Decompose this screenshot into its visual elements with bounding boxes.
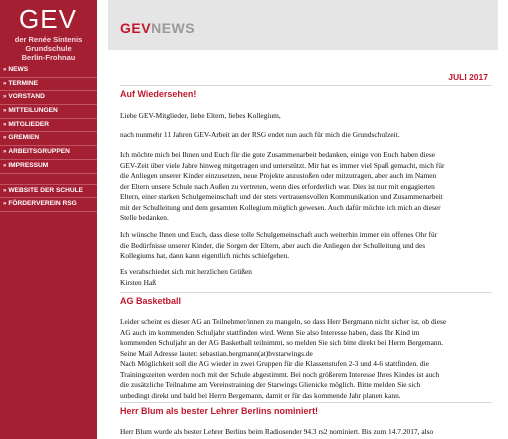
arrow-icon: »	[3, 94, 7, 101]
article-greeting: Liebe GEV-Mitglieder, liebe Eltern, liebes Kollegium,	[120, 111, 281, 120]
nav-item-label: FÖRDERVEREIN RSG	[8, 200, 77, 208]
text-line: Stelle bedanken.	[120, 213, 169, 222]
logo-subtitle-line: Berlin-Frohnau	[21, 53, 76, 62]
article-heading: Auf Wiedersehen!	[120, 89, 197, 99]
arrow-icon: »	[3, 108, 7, 115]
text-line: die Bedürfnisse unserer Kinder, die Sorgen der Eltern, aber auch die Anliegen der Schulleitung und des	[120, 240, 426, 250]
article-closing	[120, 267, 492, 288]
nav-separator	[0, 174, 97, 185]
nav-item-website-schule[interactable]	[0, 185, 97, 199]
nav-item-news[interactable]	[0, 64, 97, 78]
arrow-icon: »	[3, 121, 7, 128]
nav-item-label: MITGLIEDER	[8, 120, 50, 128]
nav-item-label: MITTEILUNGEN	[8, 107, 58, 115]
nav-item-arbeitsgruppen[interactable]	[0, 146, 97, 160]
text-line: Eltern, einer starken Schulgemeinschaft und der stets vertrauensvollen Kommunikation und Zusammenarbeit	[120, 192, 443, 201]
text-line: Ich wünsche Ihnen und Euch, dass diese tolle Schulgemeinschaft auch weiterhin immer ein offenes Ohr für	[120, 230, 438, 239]
article-paragraph	[120, 317, 492, 401]
main-content	[108, 0, 498, 439]
arrow-icon: »	[3, 80, 7, 87]
logo-subtitle	[0, 35, 97, 62]
text-line: Nach Möglichkeit soll die AG wieder in zwei Gruppen für die Klassenstufen 2-3 und 4-6 stattfinden. die	[120, 359, 429, 368]
nav-item-termine[interactable]	[0, 78, 97, 92]
logo-subtitle-line: Grundschule	[25, 44, 72, 53]
nav-item-label: WEBSITE DER SCHULE	[8, 186, 84, 194]
article-paragraph: nach nunmehr 11 Jahren GEV-Arbeit an der RSG endet nun auch für mich die Grundschulzeit.	[120, 130, 400, 139]
author-name: Kirsten Haß	[120, 277, 156, 287]
text-line: mit der Schulleitung und dem gesamten Kollegium möglich gewesen. Auch dafür möchte ich mich an dieser	[120, 202, 441, 212]
divider-line	[120, 402, 492, 403]
nav-item-label: GREMIEN	[8, 134, 40, 142]
arrow-icon: »	[3, 187, 7, 194]
article-paragraph: Herr Blum wurde als bester Lehrer Berlins beim Radiosender 94.3 rs2 nominiert. Bis zum 14.7.2017, also	[120, 427, 434, 436]
sidebar-divider	[97, 0, 101, 439]
text-line: GEV-Zeit über viele Jahre hinweg mitgetragen und unterstützt. Mir hat es immer viel Spaß gemacht, mich für	[120, 160, 445, 170]
nav-item-mitteilungen[interactable]	[0, 105, 97, 119]
text-line: unbedingt direkt und bald bei Herrn Bergemann, damit er für das kommende Jahr planen kann.	[120, 390, 401, 400]
article-paragraph	[120, 150, 492, 224]
nav-item-impressum[interactable]	[0, 160, 97, 174]
text-line: Es verabschiedet sich mit herzlichen Grüßen	[120, 267, 252, 276]
nav-item-mitglieder[interactable]	[0, 119, 97, 133]
nav-item-label: TERMINE	[8, 79, 39, 87]
arrow-icon: »	[3, 201, 7, 208]
text-line: kommenden Schuljahr an der AG Basketball teilnimmt, so melden Sie sich bitte direkt bei Herrn Bergemann.	[120, 338, 444, 347]
nav-item-foerderverein[interactable]	[0, 198, 97, 212]
logo-title[interactable]: GEV	[19, 4, 77, 34]
text-line: die zusätzliche Teilnahme am Vereinstraining der Starwings Glienicke möglich. Bitte melden Sie sich	[120, 380, 421, 389]
page-title	[120, 20, 195, 36]
text-line: Seine Mail Adresse lautet: sebastian.bergmann(at)bvstarwings.de	[120, 348, 313, 358]
divider-line	[120, 85, 492, 86]
text-line: Kollegiums hat, dann kann eigentlich nichts schiefgehen.	[120, 251, 290, 260]
article-heading: Herr Blum als bester Lehrer Berlins nominiert!	[120, 406, 319, 416]
arrow-icon: »	[3, 135, 7, 142]
page-title-news: NEWS	[151, 20, 196, 36]
arrow-icon: »	[3, 67, 7, 73]
month-label: JULI 2017	[448, 72, 488, 82]
nav-item-label: IMPRESSUM	[8, 161, 49, 169]
page-header	[108, 0, 498, 50]
arrow-icon: »	[3, 162, 7, 169]
nav-item-label: NEWS	[8, 66, 29, 73]
arrow-icon: »	[3, 149, 7, 156]
text-line: Trainingszeiten werden noch mit der Schule abgestimmt. Bei noch größerem Interesse Ihres Kindes ist auch	[120, 369, 440, 379]
text-line: der Eltern unsere Schule nach Außen zu vertreten, wenn dies erforderlich war. Dies ist nur mit engagierten	[120, 181, 435, 191]
nav-item-label: ARBEITSGRUPPEN	[8, 148, 70, 156]
main-nav	[0, 64, 97, 212]
nav-item-gremien[interactable]	[0, 132, 97, 146]
text-line: Leider scheint es dieser AG an Teilnehmer/innen zu mangeln, so dass Herr Bergmann nicht sicher ist, ob diese	[120, 317, 447, 326]
logo-subtitle-line: der Renée Sintenis	[14, 35, 83, 44]
text-line: Ich möchte mich bei Ihnen und Euch für die gute Zusammenarbeit bedanken, einige von Euch haben diese	[120, 150, 436, 159]
article-paragraph	[120, 230, 492, 262]
page-title-gev: GEV	[120, 20, 152, 36]
text-line: AG auch im kommenden Schuljahr stattfinden wird. Wenn Sie also Interesse haben, dass Ihr Kind im	[120, 327, 420, 337]
nav-item-vorstand[interactable]	[0, 91, 97, 105]
sidebar	[0, 0, 97, 439]
article-heading: AG Basketball	[120, 296, 182, 306]
nav-item-label: VORSTAND	[8, 93, 45, 101]
text-line: die Anliegen unserer Kinder einzusetzen, neue Projekte anzustoßen oder mitzutragen, aber auch im Namen	[120, 171, 437, 180]
divider-line	[120, 292, 492, 293]
